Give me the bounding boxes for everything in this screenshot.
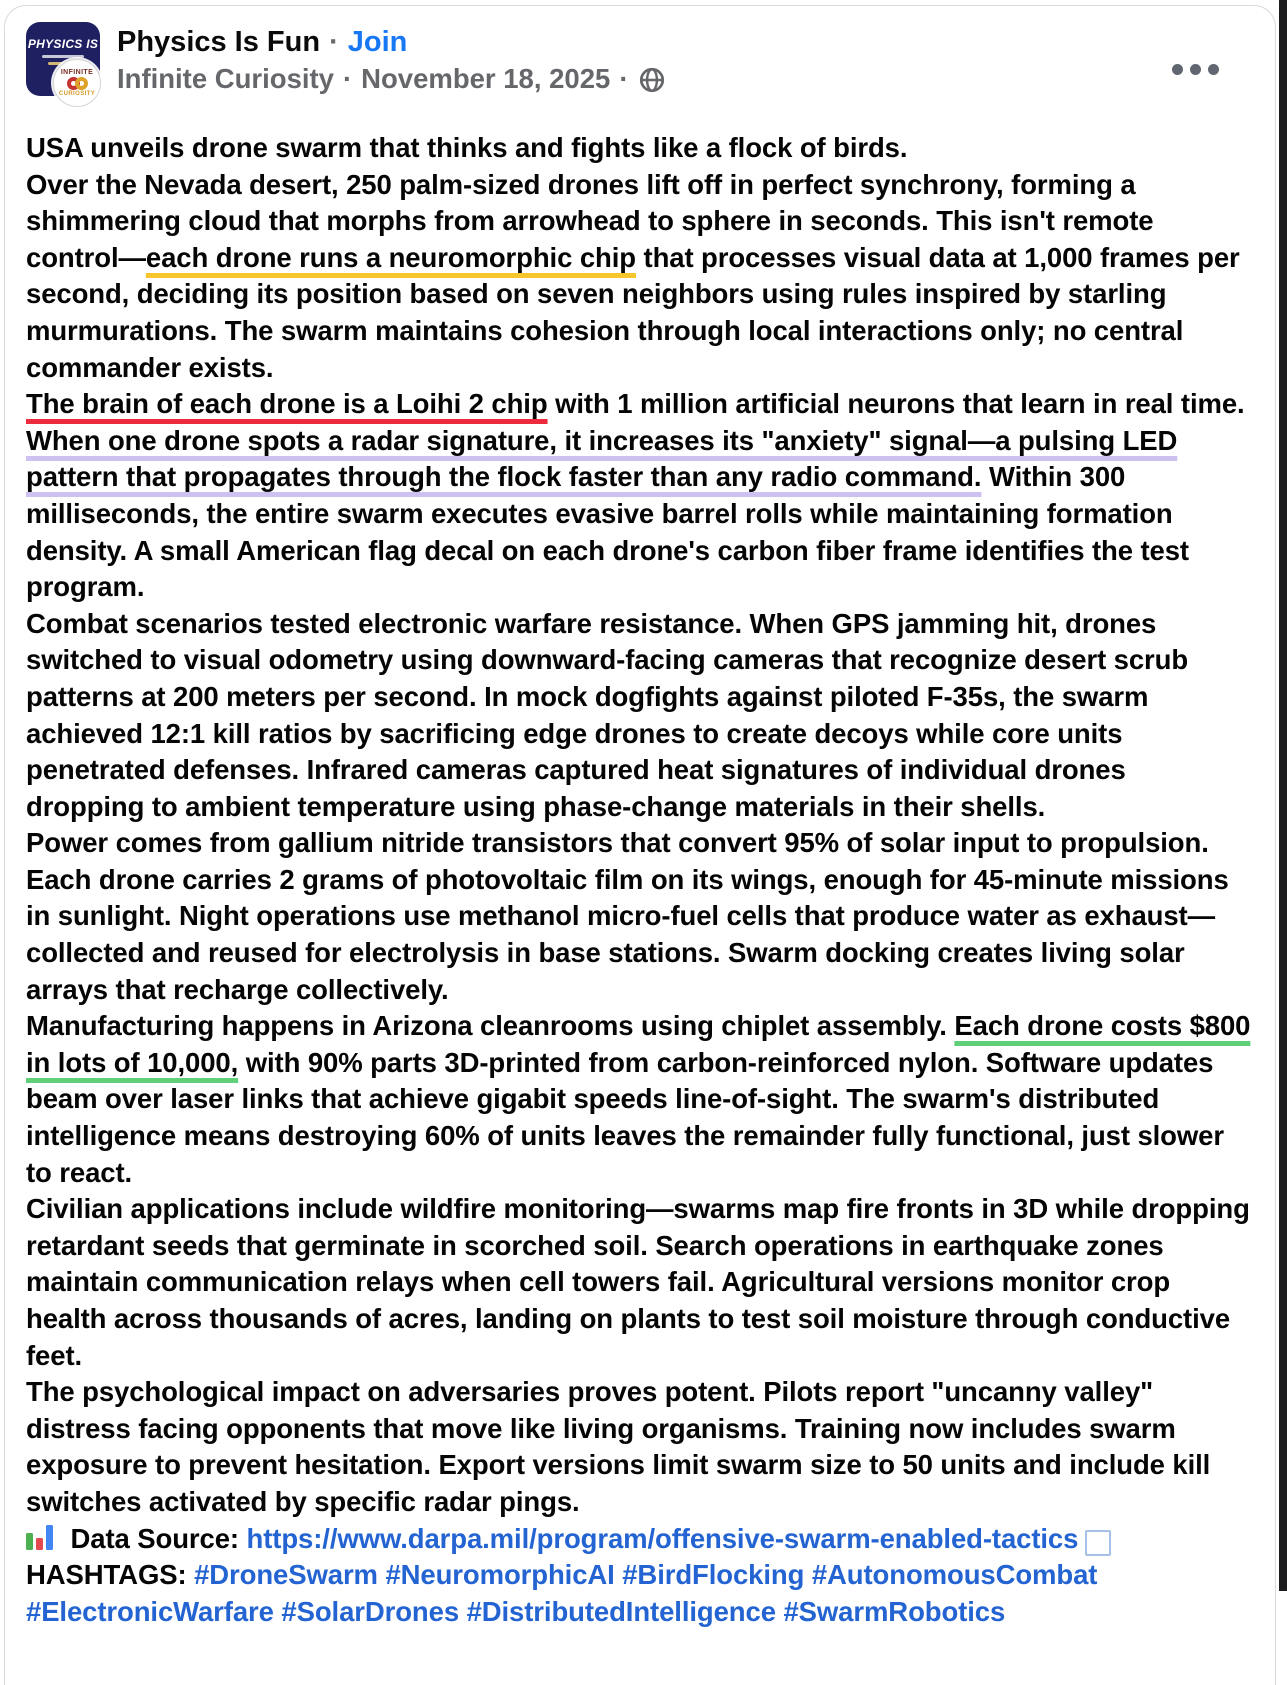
hashtag-link[interactable]: #DistributedIntelligence	[466, 1595, 776, 1627]
text-run: Combat scenarios tested electronic warfare resistance. When GPS jamming hit, drones switched to visual odometry using downward-facing cameras that recognize desert scrub patterns at 200 meters per second. In mock dogfights against piloted F-35s, the swarm achieved 12:1 kill ratios by sacrificing edge drones to create decoys while core units penetrated defenses. Infrared cameras captured heat signatures of individual drones dropping to ambient temperature using phase-change materials in their shells.	[26, 607, 1189, 822]
dot-separator: ·	[619, 63, 629, 94]
three-dots-icon	[1172, 64, 1183, 75]
badge-top-label: INFINITE	[60, 69, 94, 76]
post-paragraph	[26, 1191, 1251, 1374]
text-run: Each drone costs $800 in lots of 10,000,	[26, 1010, 1251, 1078]
text-run: Over the Nevada desert, 250 palm-sized drones lift off in perfect synchrony, forming a shimmering cloud that morphs from arrowhead to sphere in seconds. This isn't remote control—	[26, 168, 1154, 273]
hashtag-link[interactable]: #SolarDrones	[281, 1595, 460, 1627]
post-paragraph	[26, 1374, 1251, 1520]
three-dots-icon	[1208, 64, 1219, 75]
text-run: Civilian applications include wildfire monitoring—swarms map fire fronts in 3D while dropping retardant seeds that germinate in scorched soil. Search operations in earthquake zones maintain communication relays when cell towers fail. Agricultural versions monitor crop health across thousands of acres, landing on plants to test soil moisture through conductive feet.	[26, 1193, 1250, 1371]
post-paragraph	[26, 130, 1251, 167]
group-name-row	[117, 24, 665, 60]
avatar-title: PHYSICS IS	[27, 37, 99, 51]
infinity-icon	[67, 77, 88, 90]
header-text	[117, 20, 665, 96]
data-source-link[interactable]: https://www.darpa.mil/program/offensive-swarm-enabled-tactics	[246, 1522, 1079, 1554]
dot-separator: ·	[342, 63, 353, 94]
hashtag-link[interactable]: #NeuromorphicAI	[385, 1559, 615, 1591]
text-run: that processes visual data at 1,000 frames per second, deciding its position based on seven neighbors using rules inspired by starling murmurations. The swarm maintains cohesion through local interactions only; no central commander exists.	[26, 241, 1240, 383]
group-name[interactable]: Physics Is Fun	[117, 26, 321, 58]
bar-chart-icon	[26, 1524, 53, 1550]
three-dots-icon	[1190, 64, 1201, 75]
text-run: Manufacturing happens in Arizona cleanrooms using chiplet assembly.	[26, 1010, 955, 1042]
post-paragraph	[26, 1557, 1251, 1630]
post-header	[26, 20, 1251, 116]
hashtag-link[interactable]: #BirdFlocking	[622, 1559, 805, 1591]
post-body	[26, 130, 1251, 1630]
text-run: The brain of each drone is a Loihi 2 chip	[26, 388, 548, 420]
text-run: with 90% parts 3D-printed from carbon-reinforced nylon. Software updates beam over laser links that achieve gigabit speeds line-of-sight. The swarm's distributed intelligence means destroying 60% of units leaves the remainder fully functional, just slower to react.	[26, 1046, 1224, 1188]
dot-separator: ·	[329, 26, 339, 58]
post-date[interactable]: November 18, 2025	[361, 63, 611, 94]
globe-icon	[639, 67, 665, 93]
author-name[interactable]: Infinite Curiosity	[117, 63, 334, 94]
more-options-button[interactable]	[1166, 58, 1225, 81]
text-run: Data Source:	[63, 1522, 247, 1554]
screen-edge-strip	[1279, 0, 1287, 1591]
post-paragraph	[26, 167, 1251, 387]
infinite-curiosity-badge	[53, 59, 101, 107]
hashtag-link[interactable]: #SwarmRobotics	[783, 1595, 1006, 1627]
text-run: USA unveils drone swarm that thinks and fights like a flock of birds.	[26, 132, 908, 163]
post-paragraph	[26, 386, 1251, 606]
badge-bottom-label: CURIOSITY	[58, 91, 96, 97]
group-avatar[interactable]	[26, 22, 100, 96]
text-run: The psychological impact on adversaries proves potent. Pilots report "uncanny valley" distress facing opponents that move like living organisms. Training now includes swarm exposure to prevent hesitation. Export versions limit swarm size to 50 units and include kill switches activated by specific radar pings.	[26, 1376, 1211, 1517]
text-run: Power comes from gallium nitride transistors that convert 95% of solar input to propulsion. Each drone carries 2 grams of photovoltaic film on its wings, enough for 45-minute missions in sunlight. Night operations use methanol micro-fuel cells that produce water as exhaust—collected and reused for electrolysis in base stations. Swarm docking creates living solar arrays that recharge collectively.	[26, 827, 1229, 1005]
text-run: When one drone spots a radar signature, it increases its "anxiety" signal—a pulsing LED pattern that propagates through the flock faster than any radio command.	[26, 424, 1178, 493]
post-meta-row	[117, 62, 665, 96]
hashtag-link[interactable]: #DroneSwarm	[194, 1559, 378, 1591]
post-paragraph	[26, 606, 1251, 826]
post-card	[4, 5, 1276, 1685]
join-button[interactable]: Join	[347, 26, 408, 58]
empty-checkbox-glyph	[1085, 1530, 1111, 1556]
post-paragraph	[26, 1008, 1251, 1191]
text-run: with 1 million artificial neurons that learn in real time.	[547, 388, 1245, 420]
avatar-decor-line	[42, 55, 84, 58]
text-run: Within 300 milliseconds, the entire swarm executes evasive barrel rolls while maintaining formation density. A small American flag decal on each drone's carbon fiber frame identifies the test program.	[26, 461, 1189, 603]
text-run: each drone runs a neuromorphic chip	[145, 241, 636, 273]
hashtag-link[interactable]: #AutonomousCombat	[811, 1559, 1098, 1591]
hashtag-link[interactable]: #ElectronicWarfare	[26, 1595, 274, 1627]
post-paragraph	[26, 825, 1251, 1008]
post-paragraph	[26, 1521, 1251, 1558]
text-run: HASHTAGS:	[26, 1559, 195, 1591]
